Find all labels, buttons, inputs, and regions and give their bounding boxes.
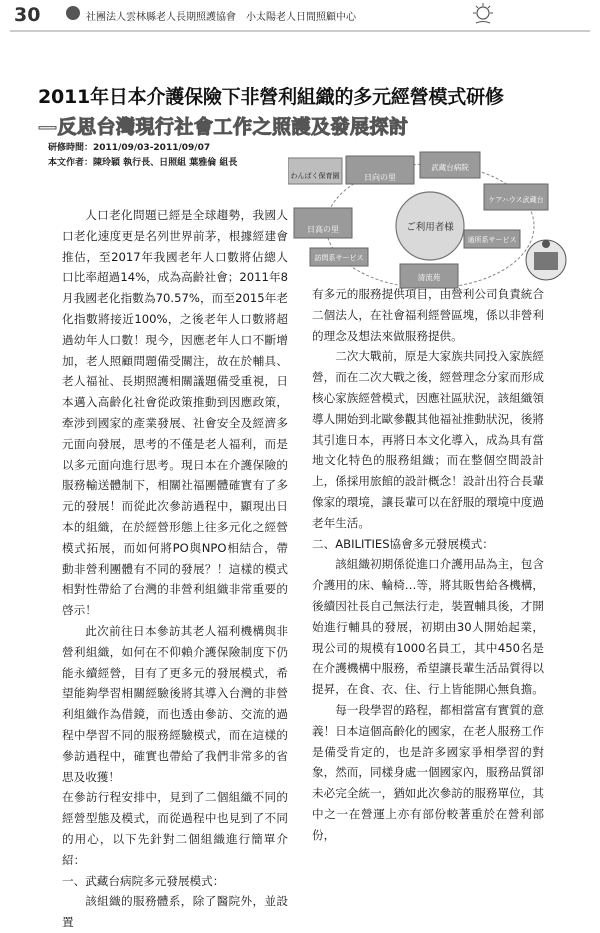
paragraph: 該組織初期係從進口介護用品為主，包含介護用的床、輪椅…等，將其販售給各機構，後續因社長自己無法行走，裝置輔具後，才開始進行輔具的發展，初期由30人開始起業，現公司的規模有1000名員工，其中450名是在介護機構中服務，希望讓長輩生活品質得以提昇，在食、衣、住、行上皆能開心無負擔。 [312,557,544,697]
page-header [0,0,600,30]
sun-logo-icon [470,3,496,27]
association-logo-icon [66,6,80,20]
section-heading: 一、武藏台病院多元發展模式： [62,873,225,888]
right-column [312,284,544,846]
paragraph: 有多元的服務提供項目，由營利公司負責統合二個法人，在社會福利經營區塊，係以非營利的理念及想法來做服務提供。 [312,287,544,343]
study-period: 2011/09/03-2011/09/07 [93,143,211,153]
node-nursery: わんぱく保育園 [290,172,340,180]
paragraph: 每一段學習的路程，都相當富有實質的意義！日本這個高齡化的國家，在老人服務工作是備受肯定的，也是許多國家爭相學習的對象，然而，同樣身處一個國家內，服務品質卻未必完全統一，猶如此次參訪的服務單位，其中之一在營運上亦有部份較著重於在營利部份， [312,702,544,842]
corner-badge-icon [526,240,566,280]
node-home-visit: 訪問系サービス [314,254,364,262]
article-meta: 研修時間：2011/09/03-2011/09/07 本文作者：陳玲穎 執行長、日照組 葉雅倫 組長 [48,143,238,168]
paragraph: 在參訪行程安排中，見到了二個組織不同的經營型態及模式，而從過程中也見到了不同的用心，以下先針對二個組織進行簡單介紹： [62,790,288,867]
paragraph: 人口老化問題已經是全球趨勢，我國人口老化速度更是名列世界前茅，根據經建會推估，至2017年我國老年人口數將佔總人口比率超過14%，成為高齡社會；2011年8月我國老化指數為70.57%，而至2015年老化指數將接近100%，之後老年人口數將超過幼年人口數！現今，因應老年人口不斷增加，老人照顧問題備受關注，故在於輔具、老人福祉、長期照護相關議題備受重視，日本邁入高齡化社會從政策推動到因應政策，牽涉到國家的產業發展、社會安全及經濟多元面向發展，思考的不僅是老人福利，而是以多元面向進行思考。現日本在介護保險的服務輸送體制下，相關社福團體確實有了多元的發展！而從此次參訪過程中，顯現出日本的組織，在於經營形態上往多元化之經營模式拓展，而如何將PO與NPO相結合，帶動非營利團體有不同的發展？！這樣的模式相對性帶給了台灣的非營利組織非常重要的啓示！ [62,208,288,618]
node-hospital: 武蔵台病院 [431,163,469,172]
header-rule [0,30,600,36]
page-number: 30 [14,4,41,26]
article-title-block [38,82,578,139]
paragraph: 此次前往日本參訪其老人福利機構與非營利組織，如何在不仰賴介護保險制度下仍能永續經營，目有了更多元的發展模式，希望能夠學習相關經驗後將其導入台灣的非營利組織作為借鏡，而也透由參訪、交流的過程中學習不同的服務經驗模式，而在這樣的參訪過程中，確實也帶給了我們非常多的省思及收獲！ [62,623,288,784]
left-column [62,205,288,933]
section-heading: 二、ABILITIES協會多元發展模式： [312,536,494,551]
node-seiryuen: 清流苑 [417,273,441,282]
service-network-diagram [288,148,570,304]
paragraph: 該組織的服務體系，除了醫院外，並設置 [62,894,288,930]
paragraph: 二次大戰前，原是大家族共同投入家族經營，而在二次大戰之後，經營理念分家而形成核心家族經營模式，因應社區狀況，該組織領導人開始到北歐參觀其他福祉推動狀況，後將其引進日本，再將日本文化導入，成為具有當地文化特色的服務組織；而在整個空間設計上，係採用旅館的設計概念！設計出符合長輩像家的環境，讓長輩可以在舒服的環境中度過老年生活。 [312,349,544,530]
header-organization: 社團法人雲林縣老人長期照護協會 小太陽老人日間照顧中心 [86,12,356,23]
article-subtitle: —反思台灣現行社會工作之照護及發展探討 [38,116,409,138]
node-hinata: 日向の里 [364,173,396,182]
diagram-center-label: ご利用者様 [406,222,454,233]
node-hidaka: 日高の里 [307,225,339,234]
node-carehouse: ケアハウス武蔵台 [488,196,544,204]
article-title: 2011年日本介護保險下非營利組織的多元經營模式研修 [38,86,504,108]
node-day-service: 通所系サービス [467,236,517,244]
authors: 陳玲穎 執行長、日照組 葉雅倫 組長 [93,158,238,168]
